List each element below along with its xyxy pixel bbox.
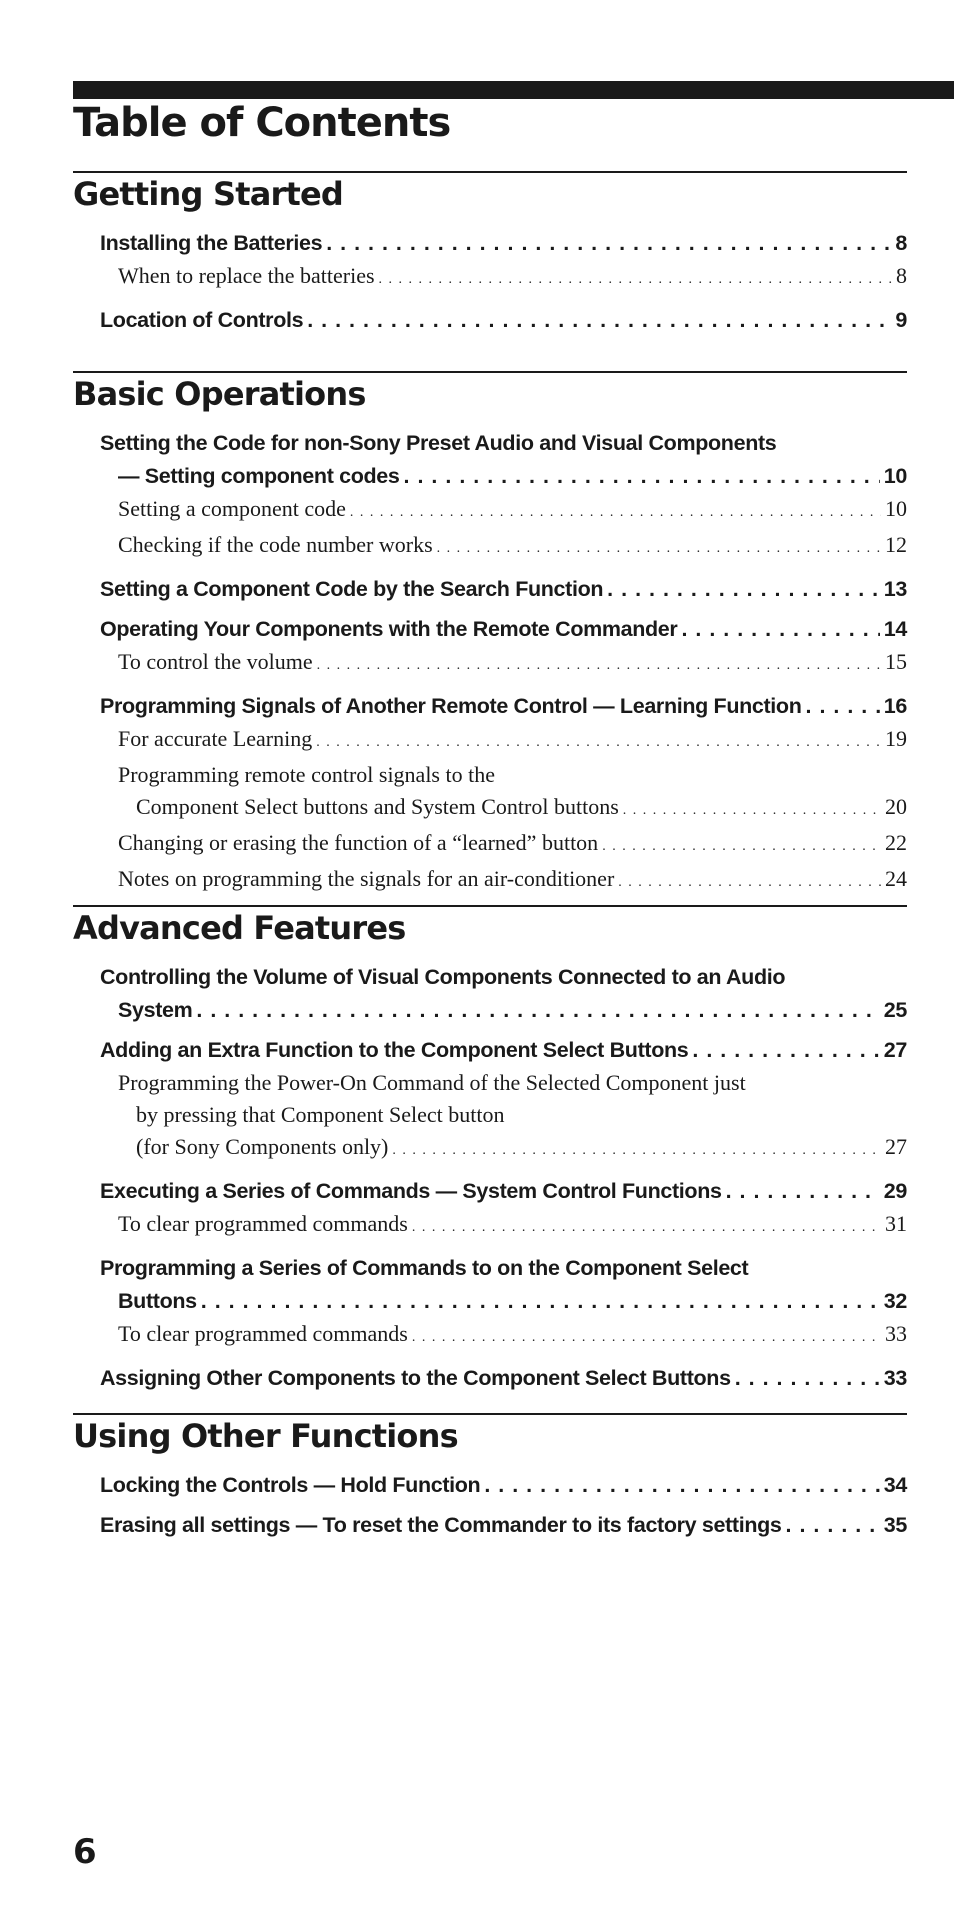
toc-entry-text: Programming Signals of Another Remote Control — Learning Function — [100, 694, 802, 718]
toc-entry-row — [118, 1208, 907, 1244]
section-entries — [73, 961, 907, 1395]
toc-entry[interactable] — [73, 827, 907, 863]
toc-entry[interactable] — [73, 427, 907, 493]
toc-entry-row — [118, 493, 907, 529]
toc-entry-text: To clear programmed commands — [118, 1321, 408, 1346]
section-divider — [73, 171, 907, 173]
toc-entry-row — [118, 723, 907, 759]
toc-entry[interactable] — [73, 493, 907, 529]
dot-leader — [607, 573, 880, 606]
toc-page-number: 31 — [885, 1211, 907, 1236]
dot-leader — [404, 460, 880, 493]
toc-page-number: 33 — [885, 1321, 907, 1346]
toc-entry-text: Adding an Extra Function to the Component Select Buttons — [100, 1038, 689, 1062]
toc-page-number: 9 — [895, 308, 907, 332]
page-number: 6 — [73, 1832, 97, 1872]
toc-entry[interactable] — [73, 573, 907, 606]
toc-entry-text: To control the volume — [118, 649, 313, 674]
toc-page-number: 25 — [883, 998, 907, 1022]
toc-entry-text: (for Sony Components only) — [136, 1134, 389, 1159]
toc-entry-text: Location of Controls — [100, 308, 304, 332]
toc-entry-row — [100, 690, 907, 723]
toc-entry-row — [100, 227, 907, 260]
dot-leader — [484, 1469, 879, 1502]
toc-entry-text: Operating Your Components with the Remote Commander — [100, 617, 678, 641]
toc-page-number: 24 — [885, 866, 907, 891]
dot-leader — [681, 613, 879, 646]
toc-entry-row — [100, 1175, 907, 1208]
toc-entry-text: When to replace the batteries — [118, 263, 375, 288]
toc-page-number: 12 — [885, 532, 907, 557]
toc-entry-row — [118, 863, 907, 899]
dot-leader — [316, 727, 881, 759]
toc-entry-text: Buttons — [118, 1289, 197, 1313]
toc-entry-row — [118, 791, 907, 827]
section-advanced-features — [73, 905, 907, 1395]
toc-page-number: 16 — [883, 694, 907, 718]
toc-entry-row — [118, 1131, 907, 1167]
toc-entry[interactable] — [73, 1469, 907, 1502]
toc-page-number: 32 — [883, 1289, 907, 1313]
toc-page-number: 33 — [883, 1366, 907, 1390]
toc-page-number: 15 — [885, 649, 907, 674]
toc-page-number: 14 — [883, 617, 907, 641]
toc-entry-text: Programming the Power-On Command of the Selected Component just — [118, 1070, 746, 1095]
toc-entry-row — [100, 613, 907, 646]
toc-page-number: 19 — [885, 726, 907, 751]
dot-leader — [726, 1175, 880, 1208]
toc-page-number: 29 — [883, 1179, 907, 1203]
toc-entry[interactable] — [73, 1067, 907, 1167]
toc-entry[interactable] — [73, 613, 907, 646]
toc-entry[interactable] — [73, 1252, 907, 1318]
header-bar — [73, 81, 954, 99]
toc-entry-text: Executing a Series of Commands — System Control Functions — [100, 1179, 722, 1203]
dot-leader — [623, 795, 881, 827]
section-divider — [73, 371, 907, 373]
toc-entry[interactable] — [73, 227, 907, 260]
toc-entry-text: Setting the Code for non-Sony Preset Audio and Visual Components — [100, 431, 777, 455]
dot-leader — [201, 1285, 880, 1318]
section-heading: Getting Started — [73, 175, 343, 213]
dot-leader — [412, 1212, 881, 1244]
toc-entry-text: Setting a component code — [118, 496, 346, 521]
toc-page-number: 22 — [885, 830, 907, 855]
toc-entry[interactable] — [73, 304, 907, 337]
toc-entry-row — [118, 260, 907, 296]
dot-leader — [379, 264, 892, 296]
toc-entry[interactable] — [73, 1509, 907, 1542]
dot-leader — [735, 1362, 880, 1395]
toc-entry-text: Changing or erasing the function of a “learned” button — [118, 830, 599, 855]
dot-leader — [317, 650, 881, 682]
toc-page-number: 10 — [885, 496, 907, 521]
toc-entry-text: Controlling the Volume of Visual Components Connected to an Audio — [100, 965, 786, 989]
toc-entry[interactable] — [73, 723, 907, 759]
toc-entry-row — [118, 1318, 907, 1354]
toc-entry-row — [118, 646, 907, 682]
toc-entry-text: — Setting component codes — [118, 464, 400, 488]
toc-entry-row — [100, 1469, 907, 1502]
toc-entry-text: Checking if the code number works — [118, 532, 433, 557]
toc-page-number: 35 — [883, 1513, 907, 1537]
toc-entry-row — [100, 994, 907, 1027]
section-entries — [73, 427, 907, 899]
toc-entry-row — [118, 529, 907, 565]
dot-leader — [196, 994, 879, 1027]
section-divider — [73, 905, 907, 907]
toc-entry[interactable] — [73, 690, 907, 723]
toc-entry-text: System — [118, 998, 193, 1022]
toc-entry[interactable] — [73, 646, 907, 682]
dot-leader — [392, 1135, 881, 1167]
toc-entry-row — [100, 460, 907, 493]
toc-entry[interactable] — [73, 1175, 907, 1208]
toc-entry-text: Assigning Other Components to the Component Select Buttons — [100, 1366, 731, 1390]
toc-page-number: 20 — [885, 794, 907, 819]
toc-entry-text: Programming a Series of Commands to on the Component Select — [100, 1256, 749, 1280]
section-getting-started — [73, 171, 907, 337]
toc-entry[interactable] — [73, 1034, 907, 1067]
toc-entry-text: Setting a Component Code by the Search Function — [100, 577, 604, 601]
toc-entry[interactable] — [73, 1362, 907, 1395]
toc-page — [73, 0, 954, 1905]
toc-entry[interactable] — [73, 260, 907, 296]
dot-leader — [326, 227, 891, 260]
dot-leader — [806, 690, 880, 723]
section-heading: Using Other Functions — [73, 1417, 458, 1455]
toc-entry-text: Programming remote control signals to the — [118, 762, 495, 787]
toc-entry-row — [100, 1034, 907, 1067]
toc-entry[interactable] — [73, 529, 907, 565]
toc-page-number: 13 — [883, 577, 907, 601]
dot-leader — [350, 497, 881, 529]
dot-leader — [412, 1322, 881, 1354]
section-using-other-functions — [73, 1413, 907, 1542]
toc-entry[interactable] — [73, 1318, 907, 1354]
toc-entry-row — [100, 1362, 907, 1395]
toc-entry-text: To clear programmed commands — [118, 1211, 408, 1236]
toc-entry-text: Installing the Batteries — [100, 231, 323, 255]
dot-leader — [437, 533, 881, 565]
toc-page-number: 34 — [883, 1473, 907, 1497]
toc-entry-text: Component Select buttons and System Control buttons — [136, 794, 619, 819]
dot-leader — [307, 304, 891, 337]
toc-entry-text: For accurate Learning — [118, 726, 313, 751]
toc-entry[interactable] — [73, 1208, 907, 1244]
toc-entry-text: Erasing all settings — To reset the Commander to its factory settings — [100, 1513, 782, 1537]
toc-entry-row — [118, 827, 907, 863]
toc-entry[interactable] — [73, 759, 907, 827]
section-heading: Basic Operations — [73, 375, 366, 413]
toc-page-number: 27 — [883, 1038, 907, 1062]
dot-leader — [692, 1034, 879, 1067]
toc-page-number: 8 — [895, 231, 907, 255]
toc-entry[interactable] — [73, 961, 907, 1027]
toc-entry-text: Notes on programming the signals for an air-conditioner — [118, 866, 615, 891]
section-entries — [73, 1469, 907, 1542]
toc-page-number: 8 — [896, 263, 907, 288]
dot-leader — [618, 867, 881, 899]
page-title: Table of Contents — [73, 100, 451, 146]
toc-page-number: 10 — [883, 464, 907, 488]
section-basic-operations — [73, 371, 907, 899]
toc-entry-row — [100, 1509, 907, 1542]
dot-leader — [786, 1509, 880, 1542]
toc-entry-text: Locking the Controls — Hold Function — [100, 1473, 481, 1497]
toc-page-number: 27 — [885, 1134, 907, 1159]
toc-entry-row — [100, 304, 907, 337]
section-divider — [73, 1413, 907, 1415]
toc-entry[interactable] — [73, 863, 907, 899]
section-heading: Advanced Features — [73, 909, 406, 947]
toc-entry-row — [100, 1285, 907, 1318]
toc-entry-text: by pressing that Component Select button — [136, 1102, 505, 1127]
section-entries — [73, 227, 907, 337]
toc-entry-row — [100, 573, 907, 606]
dot-leader — [602, 831, 881, 863]
